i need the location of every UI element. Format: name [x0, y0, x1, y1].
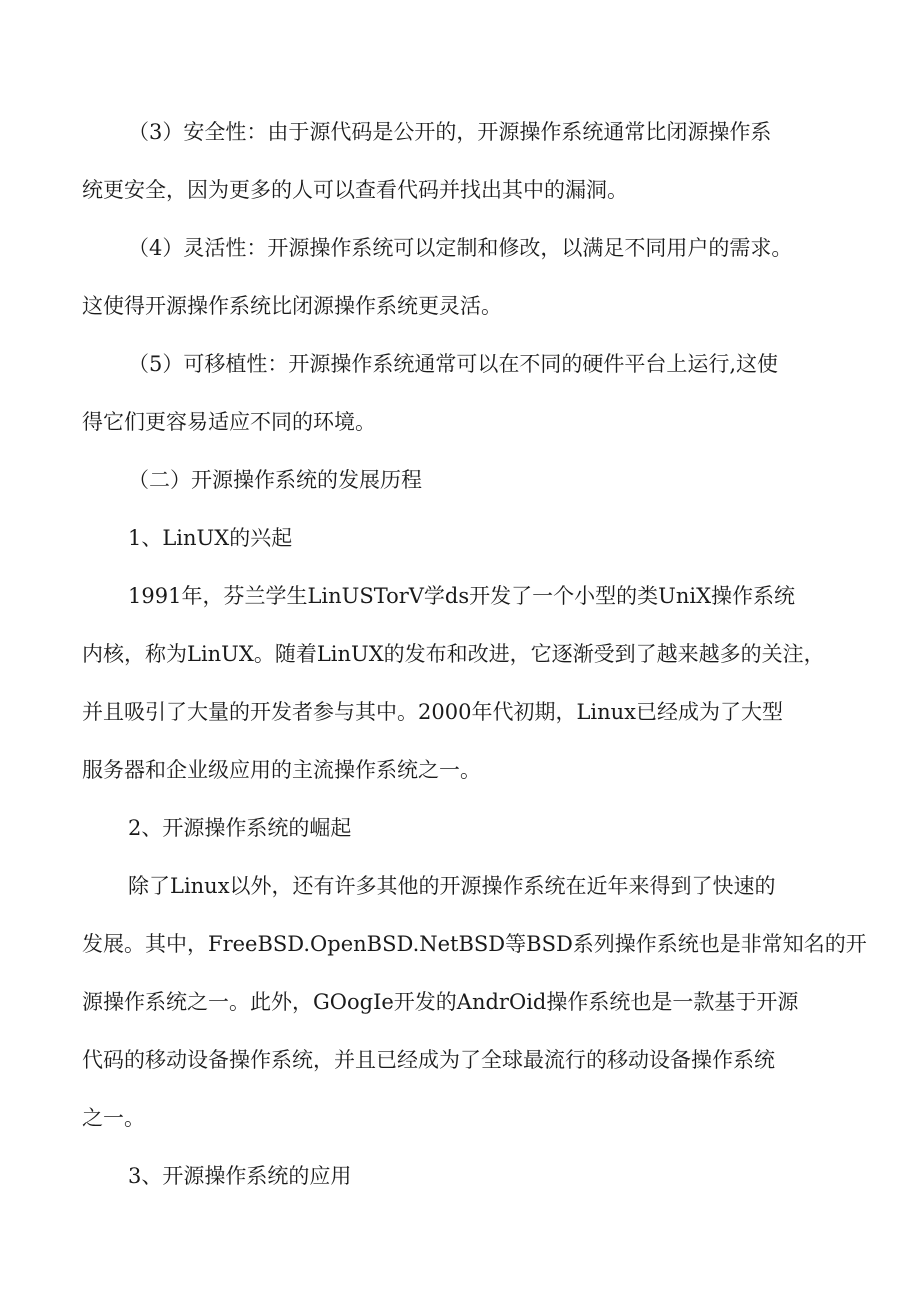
paragraph-line: （5）可移植性：开源操作系统通常可以在不同的硬件平台上运行,这使	[128, 352, 779, 376]
paragraph-line: 这使得开源操作系统比闭源操作系统更灵活。	[82, 294, 502, 318]
paragraph-line: 1991年，芬兰学生LinUSTorV学ds开发了一个小型的类UniX操作系统	[128, 584, 796, 608]
subheading-linux-rise	[82, 509, 842, 567]
document-body	[82, 103, 867, 1205]
paragraph-other-open-source-os	[82, 857, 867, 1147]
paragraph-line: （3）安全性：由于源代码是公开的，开源操作系统通常比闭源操作系	[128, 120, 772, 144]
heading-line: 2、开源操作系统的崛起	[128, 816, 352, 840]
paragraph-line: 发展。其中，FreeBSD.OpenBSD.NetBSD等BSD系列操作系统也是非常知名的开	[82, 932, 867, 956]
paragraph-flexibility	[82, 219, 842, 335]
paragraph-line: 之一。	[82, 1106, 145, 1130]
paragraph-line: 除了Linux以外，还有许多其他的开源操作系统在近年来得到了快速的	[128, 874, 776, 898]
paragraph-security	[82, 103, 842, 219]
paragraph-line: 服务器和企业级应用的主流操作系统之一。	[82, 758, 481, 782]
paragraph-line: （4）灵活性：开源操作系统可以定制和修改，以满足不同用户的需求。	[128, 236, 793, 260]
paragraph-portability	[82, 335, 842, 451]
subheading-open-source-applications	[82, 1147, 842, 1205]
paragraph-linux-history	[82, 567, 842, 799]
heading-line: 3、开源操作系统的应用	[128, 1164, 352, 1188]
paragraph-line: 内核，称为LinUX。随着LinUX的发布和改进，它逐渐受到了越来越多的关注，	[82, 642, 825, 666]
paragraph-line: 得它们更容易适应不同的环境。	[82, 410, 376, 434]
subheading-open-source-rise	[82, 799, 842, 857]
paragraph-line: 源操作系统之一。此外，GOogIe开发的AndrOid操作系统也是一款基于开源	[82, 990, 799, 1014]
paragraph-line: 并且吸引了大量的开发者参与其中。2000年代初期，Linux已经成为了大型	[82, 700, 783, 724]
heading-line: （二）开源操作系统的发展历程	[128, 468, 422, 492]
section-heading-development-history	[82, 451, 842, 509]
heading-line: 1、LinUX的兴起	[128, 526, 293, 550]
paragraph-line: 代码的移动设备操作系统，并且已经成为了全球最流行的移动设备操作系统	[82, 1048, 775, 1072]
paragraph-line: 统更安全，因为更多的人可以查看代码并找出其中的漏洞。	[82, 178, 628, 202]
